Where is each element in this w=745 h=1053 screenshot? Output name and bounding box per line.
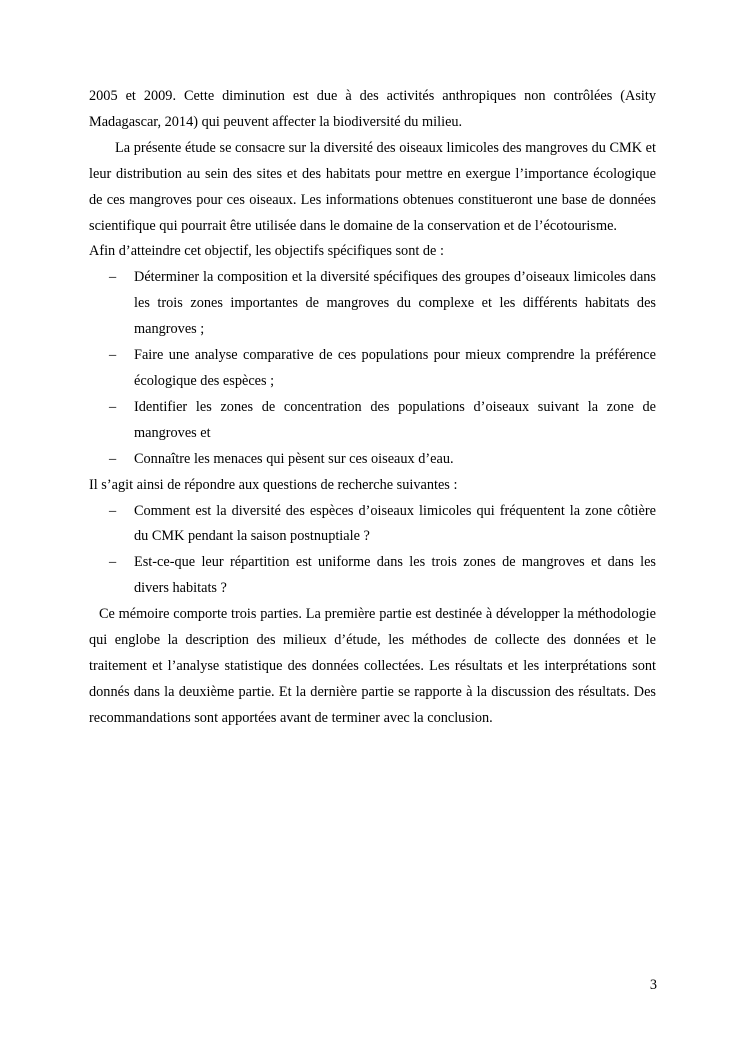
- objective-text: Identifier les zones de concentration des populations d’oiseaux suivant la zone de mangroves et: [134, 398, 656, 441]
- objective-text: Faire une analyse comparative de ces populations pour mieux comprendre la préférence écologique des espèces ;: [134, 347, 656, 389]
- research-questions-list: [89, 499, 656, 603]
- paragraph-thesis-structure: Ce mémoire comporte trois parties. La première partie est destinée à développer la méthodologie qui englobe la description des milieux d’étude, les méthodes de collecte des données et le traitement et l’analyse statistique des données collectées. Les résultats et les interprétations sont donnés dans la deuxième partie. Et la dernière partie se rapporte à la discussion des résultats. Des recommandations sont apportées avant de terminer avec la conclusion.: [89, 606, 656, 726]
- page-number: 3: [649, 977, 657, 993]
- question-text: Est-ce-que leur répartition est uniforme dans les trois zones de mangroves et dans les divers habitats ?: [134, 554, 656, 597]
- list-item: [89, 343, 656, 395]
- bullet-dash: –: [109, 450, 117, 467]
- paragraph-questions-intro: Il s’agit ainsi de répondre aux questions de recherche suivantes :: [89, 476, 458, 493]
- paragraph-intro-continued: 2005 et 2009. Cette diminution est due à des activités anthropiques non contrôlées (Asity Madagascar, 2014) qui peuvent affecter la biodiversité du milieu.: [89, 88, 656, 130]
- objectives-list: [89, 265, 656, 472]
- bullet-dash: –: [109, 269, 117, 286]
- bullet-dash: –: [109, 398, 117, 415]
- bullet-dash: –: [109, 502, 117, 519]
- list-item: [89, 550, 656, 602]
- paragraph-objectives-intro: Afin d’atteindre cet objectif, les objectifs spécifiques sont de :: [89, 243, 444, 260]
- list-item: [89, 447, 656, 473]
- page-body: [89, 84, 656, 732]
- list-item: [89, 499, 656, 551]
- bullet-dash: –: [109, 554, 117, 571]
- list-item: [89, 265, 656, 343]
- question-text: Comment est la diversité des espèces d’oiseaux limicoles qui fréquentent la zone côtière du CMK pendant la saison postnuptiale ?: [134, 502, 656, 545]
- objective-text: Déterminer la composition et la diversité spécifiques des groupes d’oiseaux limicoles dans les trois zones importantes de mangroves du complexe et les différents habitats des mangroves ;: [134, 269, 656, 338]
- objective-text: Connaître les menaces qui pèsent sur ces oiseaux d’eau.: [134, 450, 454, 467]
- paragraph-study-purpose: La présente étude se consacre sur la diversité des oiseaux limicoles des mangroves du CMK et leur distribution au sein des sites et des habitats pour mettre en exergue l’importance écologique de ces mangroves pour ces oiseaux. Les informations obtenues constitueront une base de données scientifique qui pourrait être utilisée dans le domaine de la conservation et de l’écotourisme.: [89, 139, 656, 234]
- bullet-dash: –: [109, 347, 117, 364]
- list-item: [89, 395, 656, 447]
